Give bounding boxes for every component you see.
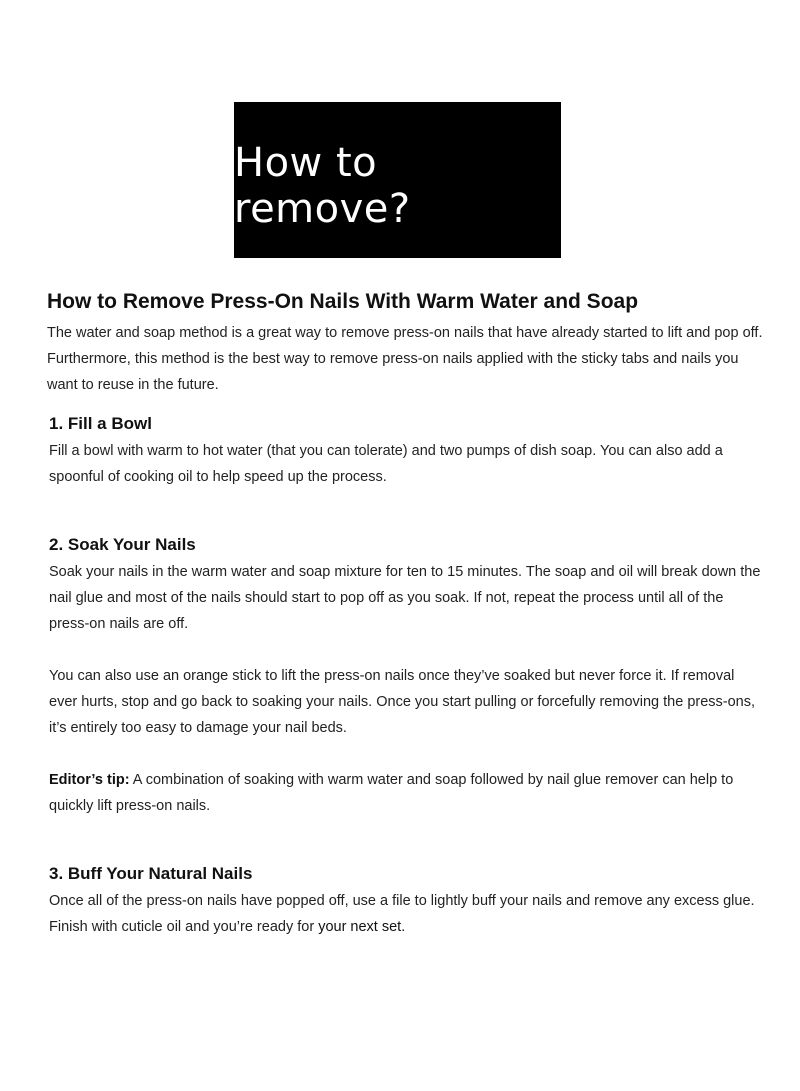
step-2-body: Soak your nails in the warm water and soap mixture for ten to 15 minutes. The soap and oil will break down the nail glue and most of the nails should start to pop off as you soak. If not, repeat the process until all of the press-on nails are off. bbox=[49, 564, 761, 632]
step-1-title: 1. Fill a Bowl bbox=[49, 414, 152, 433]
step-1-body: Fill a bowl with warm to hot water (that you can tolerate) and two pumps of dish soap. You can also add a spoonful of cooking oil to help speed up the process. bbox=[49, 443, 723, 485]
article-heading: How to Remove Press-On Nails With Warm Water and Soap bbox=[47, 290, 639, 313]
next-set-link[interactable]: your next set. bbox=[318, 919, 406, 935]
editors-tip-text: A combination of soaking with warm water and soap followed by nail glue remover can help to quickly lift press-on nails. bbox=[49, 772, 734, 814]
step-2-title: 2. Soak Your Nails bbox=[49, 535, 196, 554]
step-3-body-text: Once all of the press-on nails have popped off, use a file to lightly buff your nails and remove any excess glue. Finish with cuticle oil and you’re ready for bbox=[49, 893, 755, 935]
banner-image bbox=[234, 102, 561, 258]
article-content bbox=[47, 288, 765, 940]
step-3-body bbox=[47, 888, 765, 940]
article-intro: The water and soap method is a great way to remove press-on nails that have already started to lift and pop off. Furthermore, this method is the best way to remove press-on nails applied with the sticky tabs and nails you want to reuse in the future. bbox=[47, 325, 763, 393]
step-2-body-2: You can also use an orange stick to lift the press-on nails once they’ve soaked but never force it. If removal ever hurts, stop and go back to soaking your nails. Once you start pulling or forcefully removing the press-ons, it’s entirely too easy to damage your nail beds. bbox=[49, 668, 756, 736]
step-3-title: 3. Buff Your Natural Nails bbox=[49, 864, 253, 883]
editors-tip bbox=[47, 767, 765, 819]
editors-tip-label: Editor’s tip: bbox=[49, 772, 130, 788]
banner-title: How to remove? bbox=[234, 140, 411, 232]
